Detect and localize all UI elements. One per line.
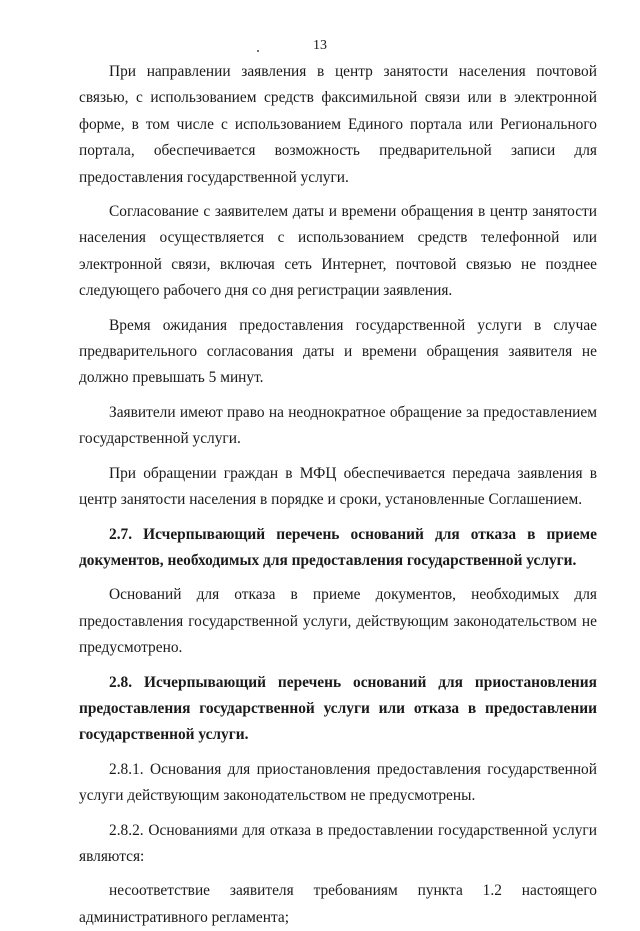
document-body: [79, 59, 597, 931]
paragraph-2-8-1: 2.8.1. Основания для приостановления предоставления государственной услуги действующим законодательством не предусмотрены.: [79, 760, 597, 805]
paragraph-waiting-time: Время ожидания предоставления государственной услуги в случае предварительного согласования даты и времени обращения заявителя не должно превышать 5 минут.: [79, 316, 597, 387]
paragraph-appointment-booking: При направлении заявления в центр занятости населения почтовой связью, с использованием средств факсимильной связи или в электронной форме, в том числе с использованием Единого портала или Регионального портала, обеспечивается возможность предварительной записи для предоставления государственной услуги.: [79, 63, 597, 186]
section-heading-2-7: 2.7. Исчерпывающий перечень оснований для отказа в приеме документов, необходимых для предоставления государственной услуги.: [79, 525, 597, 569]
paragraph-mfc-transfer: При обращении граждан в МФЦ обеспечивается передача заявления в центр занятости населения в порядке и сроки, установленные Соглашением.: [79, 464, 597, 509]
page-number: 13: [313, 38, 327, 53]
section-heading-2-8: 2.8. Исчерпывающий перечень оснований для приостановления предоставления государственной услуги или отказа в предоставлении государственной услуги.: [79, 673, 597, 744]
paragraph-repeat-request: Заявители имеют право на неоднократное обращение за предоставлением государственной услуги.: [79, 403, 597, 448]
paragraph-date-agreement: Согласование с заявителем даты и времени обращения в центр занятости населения осуществляется с использованием средств телефонной или электронной связи, включая сеть Интернет, почтовой связью не позднее следующего рабочего дня со дня регистрации заявления.: [79, 203, 597, 300]
paragraph-2-8-2: 2.8.2. Основаниями для отказа в предоставлении государственной услуги являются:: [79, 821, 597, 865]
scan-speck: [257, 50, 259, 52]
paragraph-no-refusal-grounds: Оснований для отказа в приеме документов, необходимых для предоставления государственной услуги, действующим законодательством не предусмотрено.: [79, 586, 597, 657]
list-item-nonconformity: несоответствие заявителя требованиям пункта 1.2 настоящего административного регламента;: [79, 882, 597, 926]
